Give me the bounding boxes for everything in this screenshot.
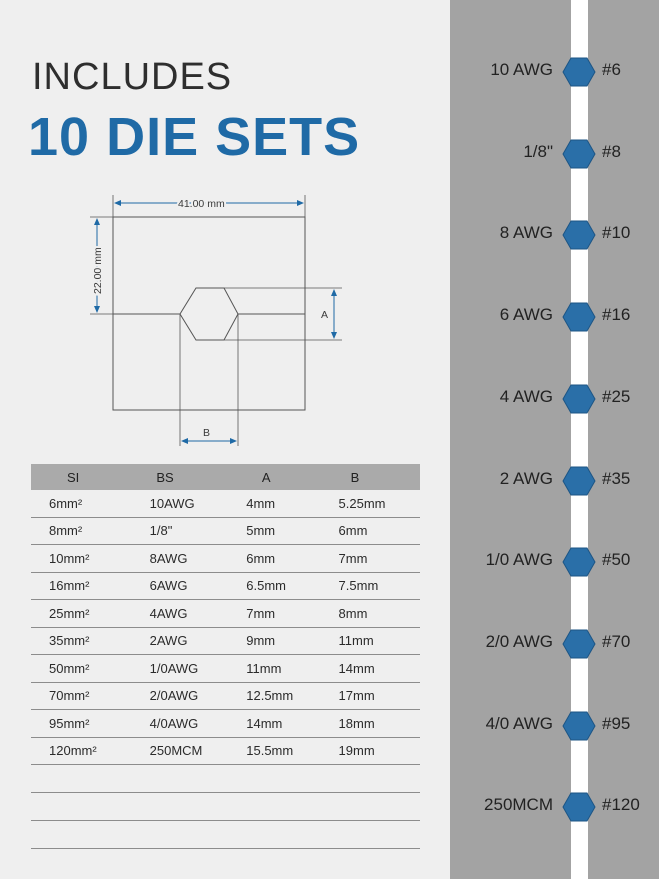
table-cell: 7mm	[338, 550, 368, 566]
table-row	[31, 490, 420, 518]
hexagon-die-icon	[562, 546, 596, 578]
die-set-item	[450, 52, 659, 92]
die-number-label: #25	[602, 386, 631, 406]
table-cell: 18mm	[338, 715, 375, 731]
table-cell: 6mm	[338, 523, 368, 539]
dimension-b-label: B	[203, 427, 211, 439]
table-cell: 2AWG	[149, 633, 188, 649]
table-row-empty	[31, 765, 420, 793]
hexagon-die-icon	[562, 56, 596, 88]
table-cell: 6mm²	[49, 495, 83, 511]
die-number-label: #50	[602, 550, 631, 570]
table-cell: 1/0AWG	[149, 660, 199, 676]
die-awg-label: 6 AWG	[499, 305, 553, 325]
die-set-item	[450, 787, 659, 827]
table-cell: 19mm	[338, 743, 375, 759]
width-dimension-label: 41.00 mm	[178, 198, 225, 210]
heading-kicker: INCLUDES	[32, 56, 233, 98]
hexagon-die-icon	[562, 710, 596, 742]
die-awg-label: 4/0 AWG	[485, 713, 553, 733]
die-number-label: #6	[602, 60, 621, 79]
table-cell: 9mm	[246, 633, 276, 649]
die-sets-panel	[450, 0, 659, 879]
table-cell: 50mm²	[49, 660, 90, 676]
table-row	[31, 600, 420, 628]
table-row-empty	[31, 793, 420, 821]
table-row	[31, 710, 420, 738]
die-set-item	[450, 379, 659, 419]
die-number-label: #120	[602, 795, 640, 815]
height-dimension-label: 22.00 mm	[92, 247, 104, 294]
table-cell: 8AWG	[149, 550, 188, 566]
table-cell: 4/0AWG	[149, 715, 199, 731]
table-cell: 8mm²	[49, 523, 83, 539]
die-number-label: #70	[602, 631, 631, 651]
hexagon-die-icon	[562, 301, 596, 333]
die-awg-label: 2 AWG	[499, 468, 553, 488]
die-number-label: #35	[602, 468, 631, 488]
hexagon-die-icon	[562, 628, 596, 660]
table-row	[31, 738, 420, 766]
table-cell: 14mm	[246, 715, 283, 731]
table-cell: 11mm	[338, 633, 374, 649]
table-cell: 2/0AWG	[149, 688, 199, 704]
die-number-label: #8	[602, 141, 621, 161]
die-awg-label: 4 AWG	[499, 386, 553, 406]
die-set-item	[450, 706, 659, 746]
table-cell: 250MCM	[149, 743, 203, 759]
heading-title: 10 DIE SETS	[28, 107, 361, 167]
table-body	[31, 490, 420, 765]
hexagon-die-icon	[562, 138, 596, 170]
table-row	[31, 573, 420, 601]
die-awg-label: 8 AWG	[499, 223, 553, 243]
table-row-empty	[31, 821, 420, 849]
die-awg-label: 1/0 AWG	[485, 550, 553, 570]
die-number-label: #95	[602, 713, 631, 733]
center-stripe	[571, 0, 588, 879]
table-cell: 5mm	[246, 523, 276, 539]
hexagon-die-icon	[562, 465, 596, 497]
table-cell: 8mm	[338, 605, 368, 621]
die-number-label: #10	[602, 223, 631, 243]
table-cell: 5.25mm	[338, 495, 386, 511]
table-row	[31, 655, 420, 683]
die-awg-label: 250MCM	[484, 795, 553, 815]
table-cell: 25mm²	[49, 605, 90, 621]
table-cell: 35mm²	[49, 633, 90, 649]
table-cell: 10mm²	[49, 550, 90, 566]
table-cell: 7mm	[246, 605, 276, 621]
die-set-item	[450, 134, 659, 174]
table-cell: 6AWG	[149, 578, 188, 594]
table-cell: 11mm	[246, 660, 282, 676]
die-awg-label: 10 AWG	[490, 60, 553, 79]
table-cell: 17mm	[338, 688, 375, 704]
table-cell: 6mm	[246, 550, 276, 566]
table-cell: 4mm	[246, 495, 276, 511]
dimension-a-label: A	[321, 309, 329, 321]
table-row	[31, 518, 420, 546]
die-awg-label: 2/0 AWG	[485, 631, 553, 651]
table-cell: 15.5mm	[246, 743, 294, 759]
table-cell: 6.5mm	[246, 578, 286, 594]
hexagon-die-icon	[562, 791, 596, 823]
table-cell: 70mm²	[49, 688, 90, 704]
table-cell: 1/8"	[149, 523, 173, 539]
die-awg-label: 1/8"	[523, 141, 553, 161]
die-size-table	[31, 464, 420, 849]
table-row	[31, 545, 420, 573]
table-cell: 10AWG	[149, 495, 195, 511]
die-set-item	[450, 297, 659, 337]
table-cell: 7.5mm	[338, 578, 379, 594]
table-cell: 12.5mm	[246, 688, 294, 704]
table-cell: 14mm	[338, 660, 375, 676]
die-number-label: #16	[602, 305, 631, 325]
table-row	[31, 628, 420, 656]
table-cell: 120mm²	[49, 743, 97, 759]
header-b: B	[350, 469, 360, 485]
hexagon-die-icon	[562, 383, 596, 415]
die-dimension-diagram	[80, 190, 370, 455]
die-set-item	[450, 461, 659, 501]
header-a: A	[261, 469, 271, 485]
die-set-item	[450, 215, 659, 255]
table-row	[31, 683, 420, 711]
die-set-item	[450, 624, 659, 664]
header-si: SI	[67, 469, 80, 485]
table-cell: 16mm²	[49, 578, 90, 594]
table-cell: 4AWG	[149, 605, 188, 621]
table-header	[31, 464, 420, 490]
header-bs: BS	[156, 469, 174, 485]
table-cell: 95mm²	[49, 715, 90, 731]
hexagon-die-icon	[562, 219, 596, 251]
die-set-item	[450, 542, 659, 582]
